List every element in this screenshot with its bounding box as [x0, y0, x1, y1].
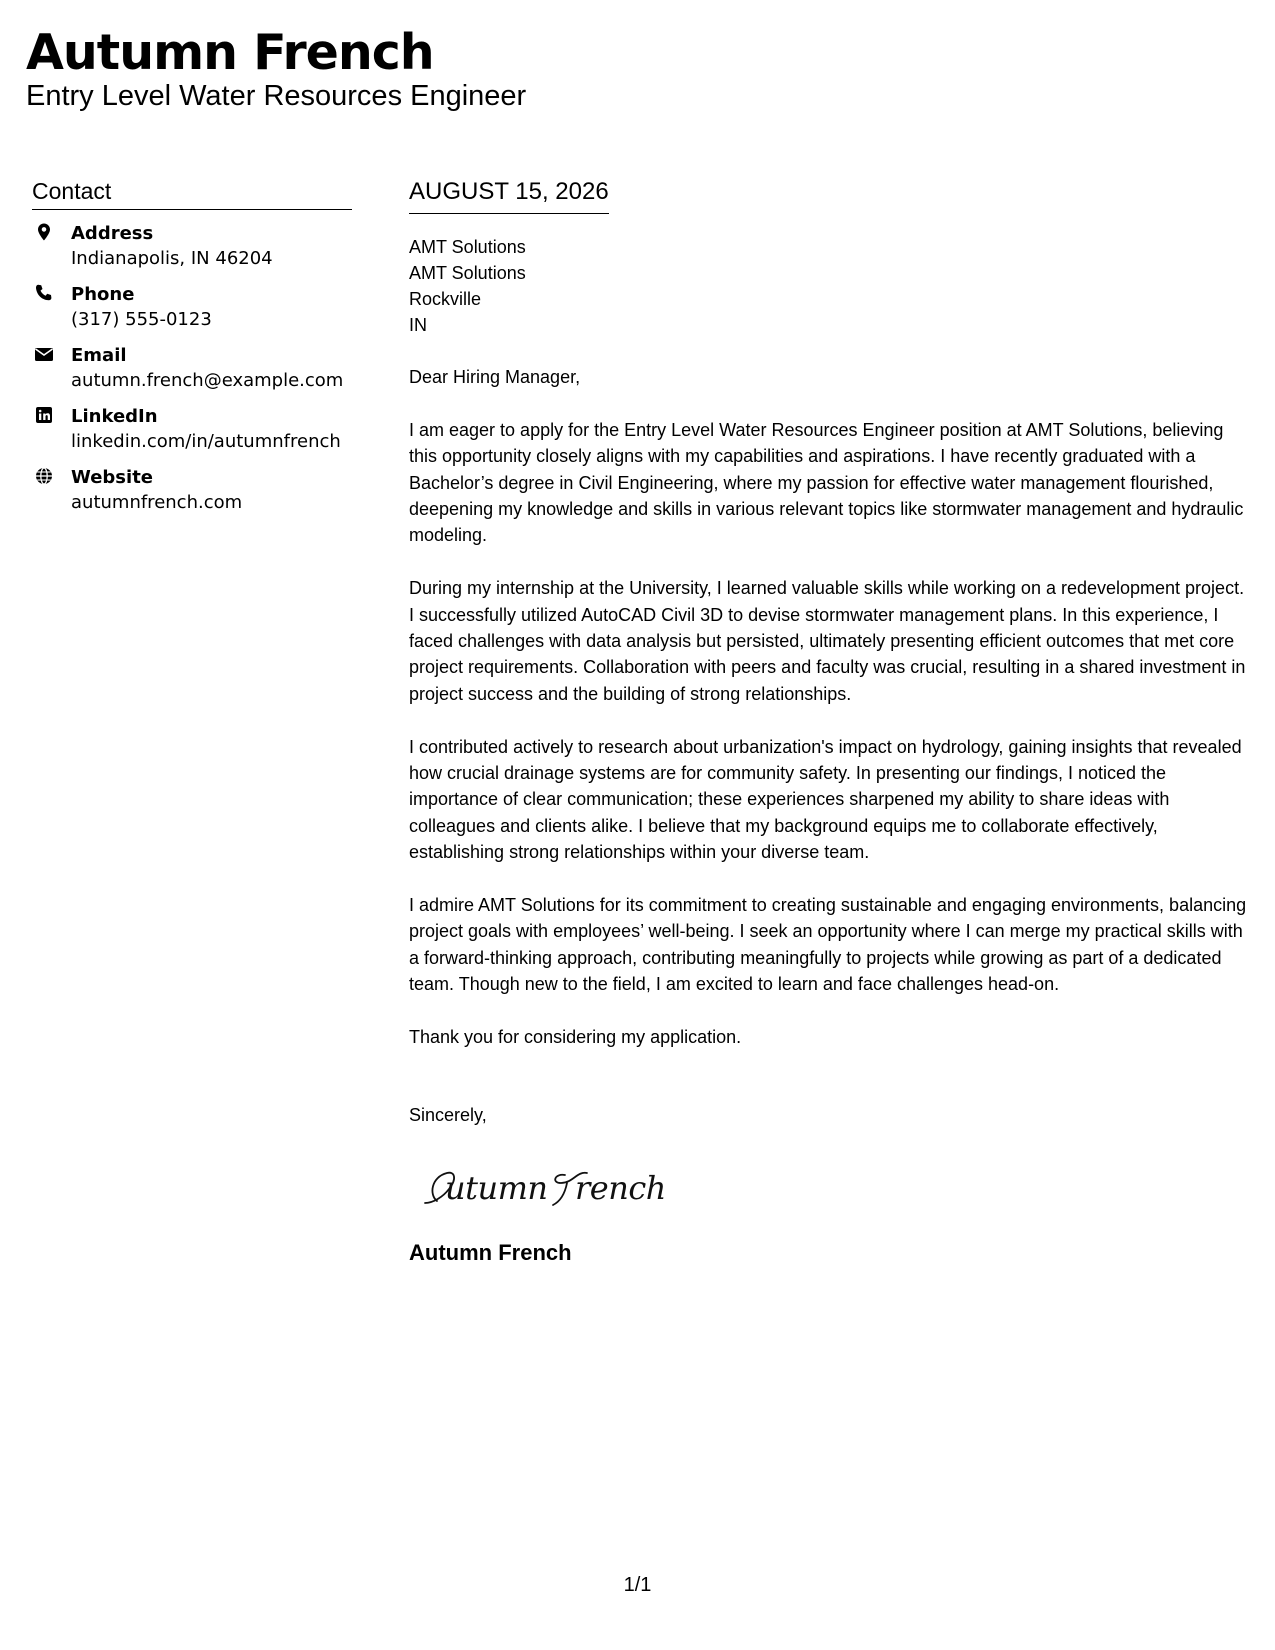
letter-paragraph: [409, 575, 1249, 707]
svg-text:rench: rench: [575, 1168, 666, 1207]
signed-name: Autumn French: [409, 1240, 572, 1266]
contact-label: Website: [71, 467, 154, 488]
contact-value: (317) 555-0123: [71, 309, 212, 330]
map-pin-icon: [34, 222, 54, 242]
contact-value: autumnfrench.com: [71, 492, 243, 513]
job-title: Entry Level Water Resources Engineer: [26, 80, 527, 112]
paragraph-text: I contributed actively to research about urbanization's impact on hydrology, gaining insights that revealed how crucial drainage systems are for community safety. In presenting our findings, I noticed the importance of clear communication; these experiences sharpened my ability to share ideas with colleagues and clients alike. I believe that my background equips me to collaborate effectively, establishing strong relationships within your diverse team.: [409, 736, 1242, 863]
letter-paragraph: [409, 417, 1249, 549]
recipient-line: AMT Solutions: [409, 263, 526, 283]
contact-email: [32, 343, 352, 393]
contact-linkedin: [32, 404, 352, 454]
resume-header: [26, 22, 526, 114]
envelope-icon: [34, 344, 54, 364]
contact-label: Phone: [71, 284, 135, 305]
paragraph-text: I admire AMT Solutions for its commitment to creating sustainable and engaging environments, balancing project goals with employees’ well-being. I seek an opportunity where I can merge my practical skills with a forward-thinking approach, contributing meaningfully to projects while growing as part of a dedicated team. Though new to the field, I am excited to learn and face challenges head-on.: [409, 895, 1247, 995]
signoff: Sincerely,: [409, 1105, 487, 1126]
salutation: Dear Hiring Manager,: [409, 367, 581, 387]
phone-icon: [34, 283, 54, 303]
paragraph-text: During my internship at the University, I learned valuable skills while working on a redevelopment project. I successfully utilized AutoCAD Civil 3D to devise stormwater management plans. In this experience, I faced challenges with data analysis but persisted, ultimately presenting efficient outcomes that met core project requirements. Collaboration with peers and faculty was crucial, resulting in a shared investment in project success and the building of strong relationships.: [409, 578, 1246, 704]
contact-address: [32, 221, 352, 271]
closing-line: Thank you for considering my application.: [409, 1027, 742, 1048]
contact-sidebar: [32, 176, 352, 515]
contact-phone: [32, 282, 352, 332]
linkedin-icon: [34, 405, 54, 425]
cover-letter-body: [409, 176, 1249, 1268]
page-number: 1/1: [623, 1574, 652, 1596]
recipient-block: [409, 234, 1249, 338]
contact-value: autumn.french@example.com: [71, 370, 344, 391]
recipient-line: Rockville: [409, 289, 482, 309]
letter-paragraph: [409, 734, 1249, 866]
contact-value: Indianapolis, IN 46204: [71, 248, 273, 269]
contact-heading: Contact: [32, 176, 352, 210]
handwritten-signature: [415, 1159, 675, 1219]
contact-label: Address: [71, 223, 154, 244]
contact-label: LinkedIn: [71, 406, 158, 427]
svg-text:utumn: utumn: [445, 1168, 548, 1207]
recipient-line: IN: [409, 315, 427, 335]
applicant-name: Autumn French: [26, 24, 434, 81]
contact-website: [32, 465, 352, 515]
contact-value: linkedin.com/in/autumnfrench: [71, 431, 341, 452]
letter-paragraph: [409, 892, 1249, 998]
paragraph-text: I am eager to apply for the Entry Level Water Resources Engineer position at AMT Solutions, believing this opportunity closely aligns with my capabilities and aspirations. I have recently graduated with a Bachelor’s degree in Civil Engineering, where my passion for effective water management flourished, deepening my knowledge and skills in various relevant topics like stormwater management and hydraulic modeling.: [409, 419, 1244, 546]
contact-label: Email: [71, 345, 127, 366]
recipient-line: AMT Solutions: [409, 237, 526, 257]
letter-date: AUGUST 15, 2026: [409, 176, 609, 214]
globe-icon: [34, 466, 54, 486]
